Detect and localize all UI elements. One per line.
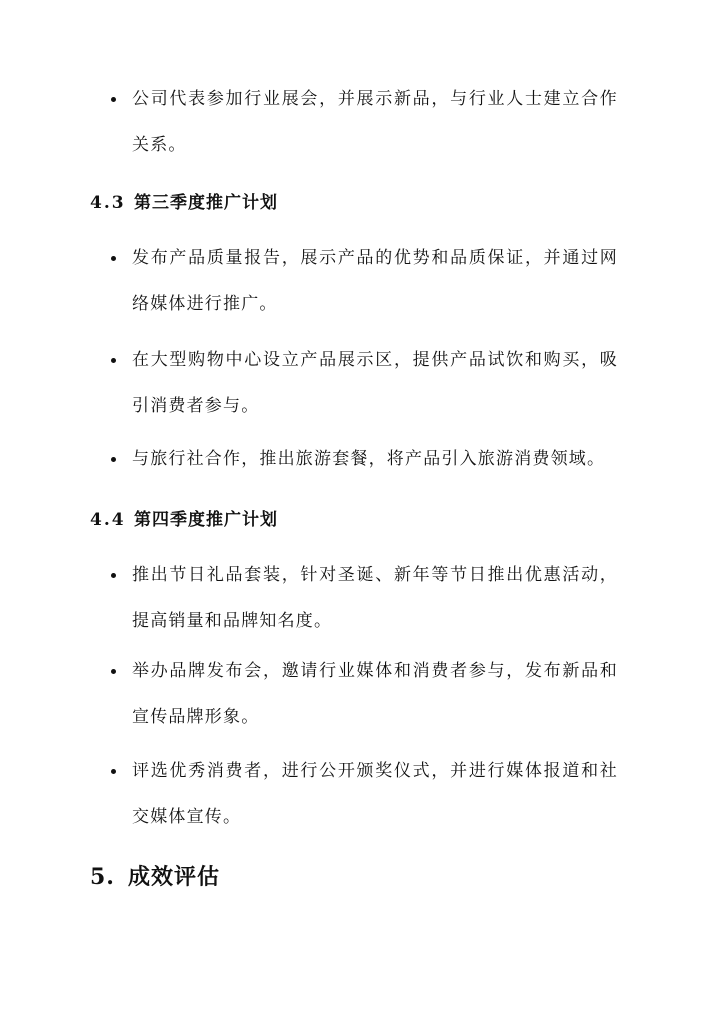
bullet-dot [111, 97, 116, 102]
bullet-text: 发布产品质量报告，展示产品的优势和品质保证，并通过网络媒体进行推广。 [132, 248, 618, 314]
section-title: 第四季度推广计划 [134, 510, 278, 530]
bullet-text: 推出节日礼品套装，针对圣诞、新年等节日推出优惠活动，提高销量和品牌知名度。 [132, 565, 618, 631]
section-number: 4.3 [90, 193, 126, 213]
section-number: 4.4 [90, 510, 126, 530]
section-heading-4-3 [90, 188, 278, 213]
chapter-number: 5. [90, 864, 115, 890]
bullet-dot [111, 256, 116, 261]
bullet-dot [111, 769, 116, 774]
bullet-text: 举办品牌发布会，邀请行业媒体和消费者参与，发布新品和宣传品牌形象。 [132, 661, 618, 727]
bullet-dot [111, 573, 116, 578]
bullet-text: 在大型购物中心设立产品展示区，提供产品试饮和购买，吸引消费者参与。 [132, 350, 618, 416]
bullet-dot [111, 358, 116, 363]
bullet-text: 与旅行社合作，推出旅游套餐，将产品引入旅游消费领域。 [132, 449, 606, 469]
section-title: 第三季度推广计划 [134, 193, 278, 213]
bullet-text: 评选优秀消费者，进行公开颁奖仪式，并进行媒体报道和社交媒体宣传。 [132, 761, 618, 827]
section-heading-4-4 [90, 505, 278, 530]
chapter-title: 成效评估 [128, 864, 221, 890]
chapter-heading-5 [90, 860, 220, 891]
bullet-text: 公司代表参加行业展会，并展示新品，与行业人士建立合作关系。 [132, 89, 618, 155]
bullet-dot [111, 457, 116, 462]
bullet-dot [111, 669, 116, 674]
